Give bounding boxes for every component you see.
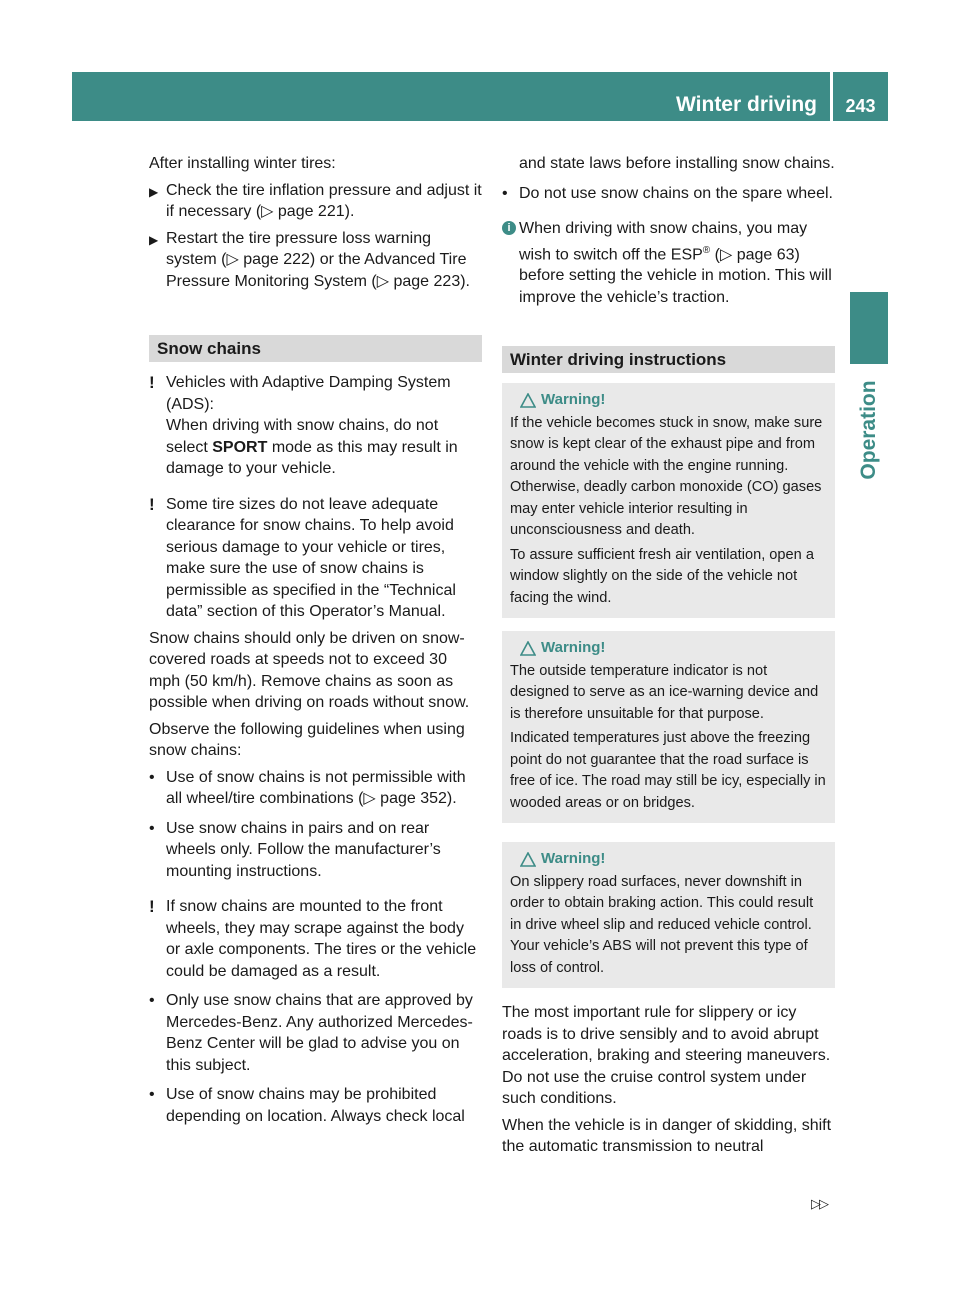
section-heading-winter-instructions: Winter driving instructions <box>502 346 835 373</box>
chapter-title: Winter driving <box>676 93 817 116</box>
intro-text: After installing winter tires: <box>149 155 336 172</box>
warning-box <box>502 383 835 618</box>
bullet-text: Use snow chains in pairs and on rear wheels only. Follow the manufacturer’s mounting instructions. <box>166 819 441 880</box>
note-bold-text: SPORT <box>212 438 268 456</box>
note-text: Vehicles with Adaptive Damping System (ADS): <box>166 374 451 413</box>
warning-label: Warning! <box>541 639 606 657</box>
body-paragraph: When the vehicle is in danger of skidding, shift the automatic transmission to neutral <box>502 1116 832 1156</box>
bullet-text: and state laws before installing snow chains. <box>519 155 835 172</box>
info-text: When driving with snow chains, you may wish to switch off the ESP <box>519 220 808 263</box>
warning-triangle-icon <box>520 641 536 656</box>
info-text: (▷ page 63) before setting the vehicle in motion. This will improve the vehicle’s traction. <box>519 245 832 306</box>
warning-header <box>510 637 827 659</box>
warning-label: Warning! <box>541 391 606 409</box>
step-item <box>149 180 482 223</box>
bullet-text: Only use snow chains that are approved by Mercedes-Benz. Any authorized Mercedes-Benz Center will be glad to advise you on this subject. <box>166 992 473 1074</box>
side-tab-label <box>850 370 888 490</box>
section-heading-snow-chains: Snow chains <box>149 335 482 362</box>
warning-box <box>502 842 835 988</box>
warning-triangle-icon <box>520 852 536 867</box>
header-bar <box>72 72 888 121</box>
left-column <box>149 153 482 1132</box>
page-number: 243 <box>845 96 876 116</box>
side-tab-block <box>850 292 888 364</box>
bullet-icon: • <box>149 768 155 786</box>
bullet-item <box>149 767 482 810</box>
step-text: Check the tire inflation pressure and adjust it if necessary (▷ page 221). <box>166 181 482 220</box>
note-item <box>149 896 482 982</box>
warning-text: The outside temperature indicator is not designed to serve as an ice-warning device and is therefore unsuitable for that purpose. <box>510 662 819 722</box>
bullet-item <box>502 183 835 205</box>
note-text: mode as this may result in damage to your vehicle. <box>166 438 458 477</box>
bullet-continuation <box>502 153 835 175</box>
step-arrow-icon: ▶ <box>149 232 159 247</box>
bullet-item <box>149 818 482 883</box>
body-paragraph: Observe the following guidelines when using snow chains: <box>149 720 465 759</box>
bullet-icon: • <box>502 184 508 202</box>
bullet-icon: • <box>149 819 155 837</box>
note-text: Some tire sizes do not leave adequate clearance for snow chains. To help avoid serious damage to your vehicle or tires, make sure the use of snow chains is permissible as specified in the “Technical data” section of this Operator’s Manual. <box>166 495 456 620</box>
warning-text: Indicated temperatures just above the freezing point do not guarantee that the road surface is free of ice. The road may still be icy, especially in wooded areas or on bridges. <box>510 730 826 811</box>
step-text: Restart the tire pressure loss warning system (▷ page 222) or the Advanced Tire Pressure Monitoring System (▷ page 223). <box>166 229 470 290</box>
bullet-item <box>149 1084 482 1127</box>
right-column <box>502 153 835 1163</box>
info-note <box>502 218 835 308</box>
continued-arrow-icon: ▷▷ <box>811 1196 827 1211</box>
note-text: When driving with snow chains, do not select <box>166 417 439 456</box>
warning-triangle-icon <box>520 393 536 408</box>
note-item <box>149 494 482 623</box>
warning-header <box>510 389 827 411</box>
warning-text: On slippery road surfaces, never downshift in order to obtain braking action. This could result in drive wheel slip and reduced vehicle control. Your vehicle’s ABS will not prevent this type of loss of control. <box>510 873 814 976</box>
registered-mark: ® <box>702 244 711 256</box>
step-item <box>149 228 482 293</box>
warning-label: Warning! <box>541 850 606 868</box>
bullet-text: Use of snow chains may be prohibited depending on location. Always check local <box>166 1086 465 1125</box>
step-arrow-icon: ▶ <box>149 184 159 199</box>
bullet-icon: • <box>149 1086 155 1103</box>
warning-header <box>510 848 827 870</box>
body-paragraph: Snow chains should only be driven on snow-covered roads at speeds not to exceed 30 mph (50 km/h). Remove chains as soon as possible when driving on roads without snow. <box>149 629 470 711</box>
bullet-text: Do not use snow chains on the spare wheel. <box>519 184 833 202</box>
exclamation-icon: ! <box>149 373 155 392</box>
note-item <box>149 372 482 480</box>
info-icon: i <box>502 221 516 235</box>
warning-text: If the vehicle becomes stuck in snow, make sure snow is kept clear of the exhaust pipe and from around the vehicle with the engine running. Otherwise, deadly carbon monoxide (CO) gases may enter vehicle interior resulting in unconsciousness and death. <box>510 414 823 539</box>
note-text: If snow chains are mounted to the front wheels, they may scrape against the body or axle components. The tires or the vehicle could be damaged as a result. <box>166 898 477 980</box>
side-tab-text: Operation <box>857 380 880 480</box>
warning-text: To assure sufficient fresh air ventilation, open a window slightly on the side of the vehicle not facing the wind. <box>510 546 814 606</box>
bullet-icon: • <box>149 992 155 1009</box>
exclamation-icon: ! <box>149 494 155 514</box>
body-paragraph: The most important rule for slippery or icy roads is to drive sensibly and to avoid abrupt acceleration, braking and steering maneuvers. Do not use the cruise control system under such conditions. <box>502 1004 831 1108</box>
bullet-text: Use of snow chains is not permissible with all wheel/tire combinations (▷ page 352). <box>166 768 466 807</box>
bullet-item <box>149 990 482 1076</box>
warning-box <box>502 631 835 823</box>
exclamation-icon: ! <box>149 897 155 916</box>
